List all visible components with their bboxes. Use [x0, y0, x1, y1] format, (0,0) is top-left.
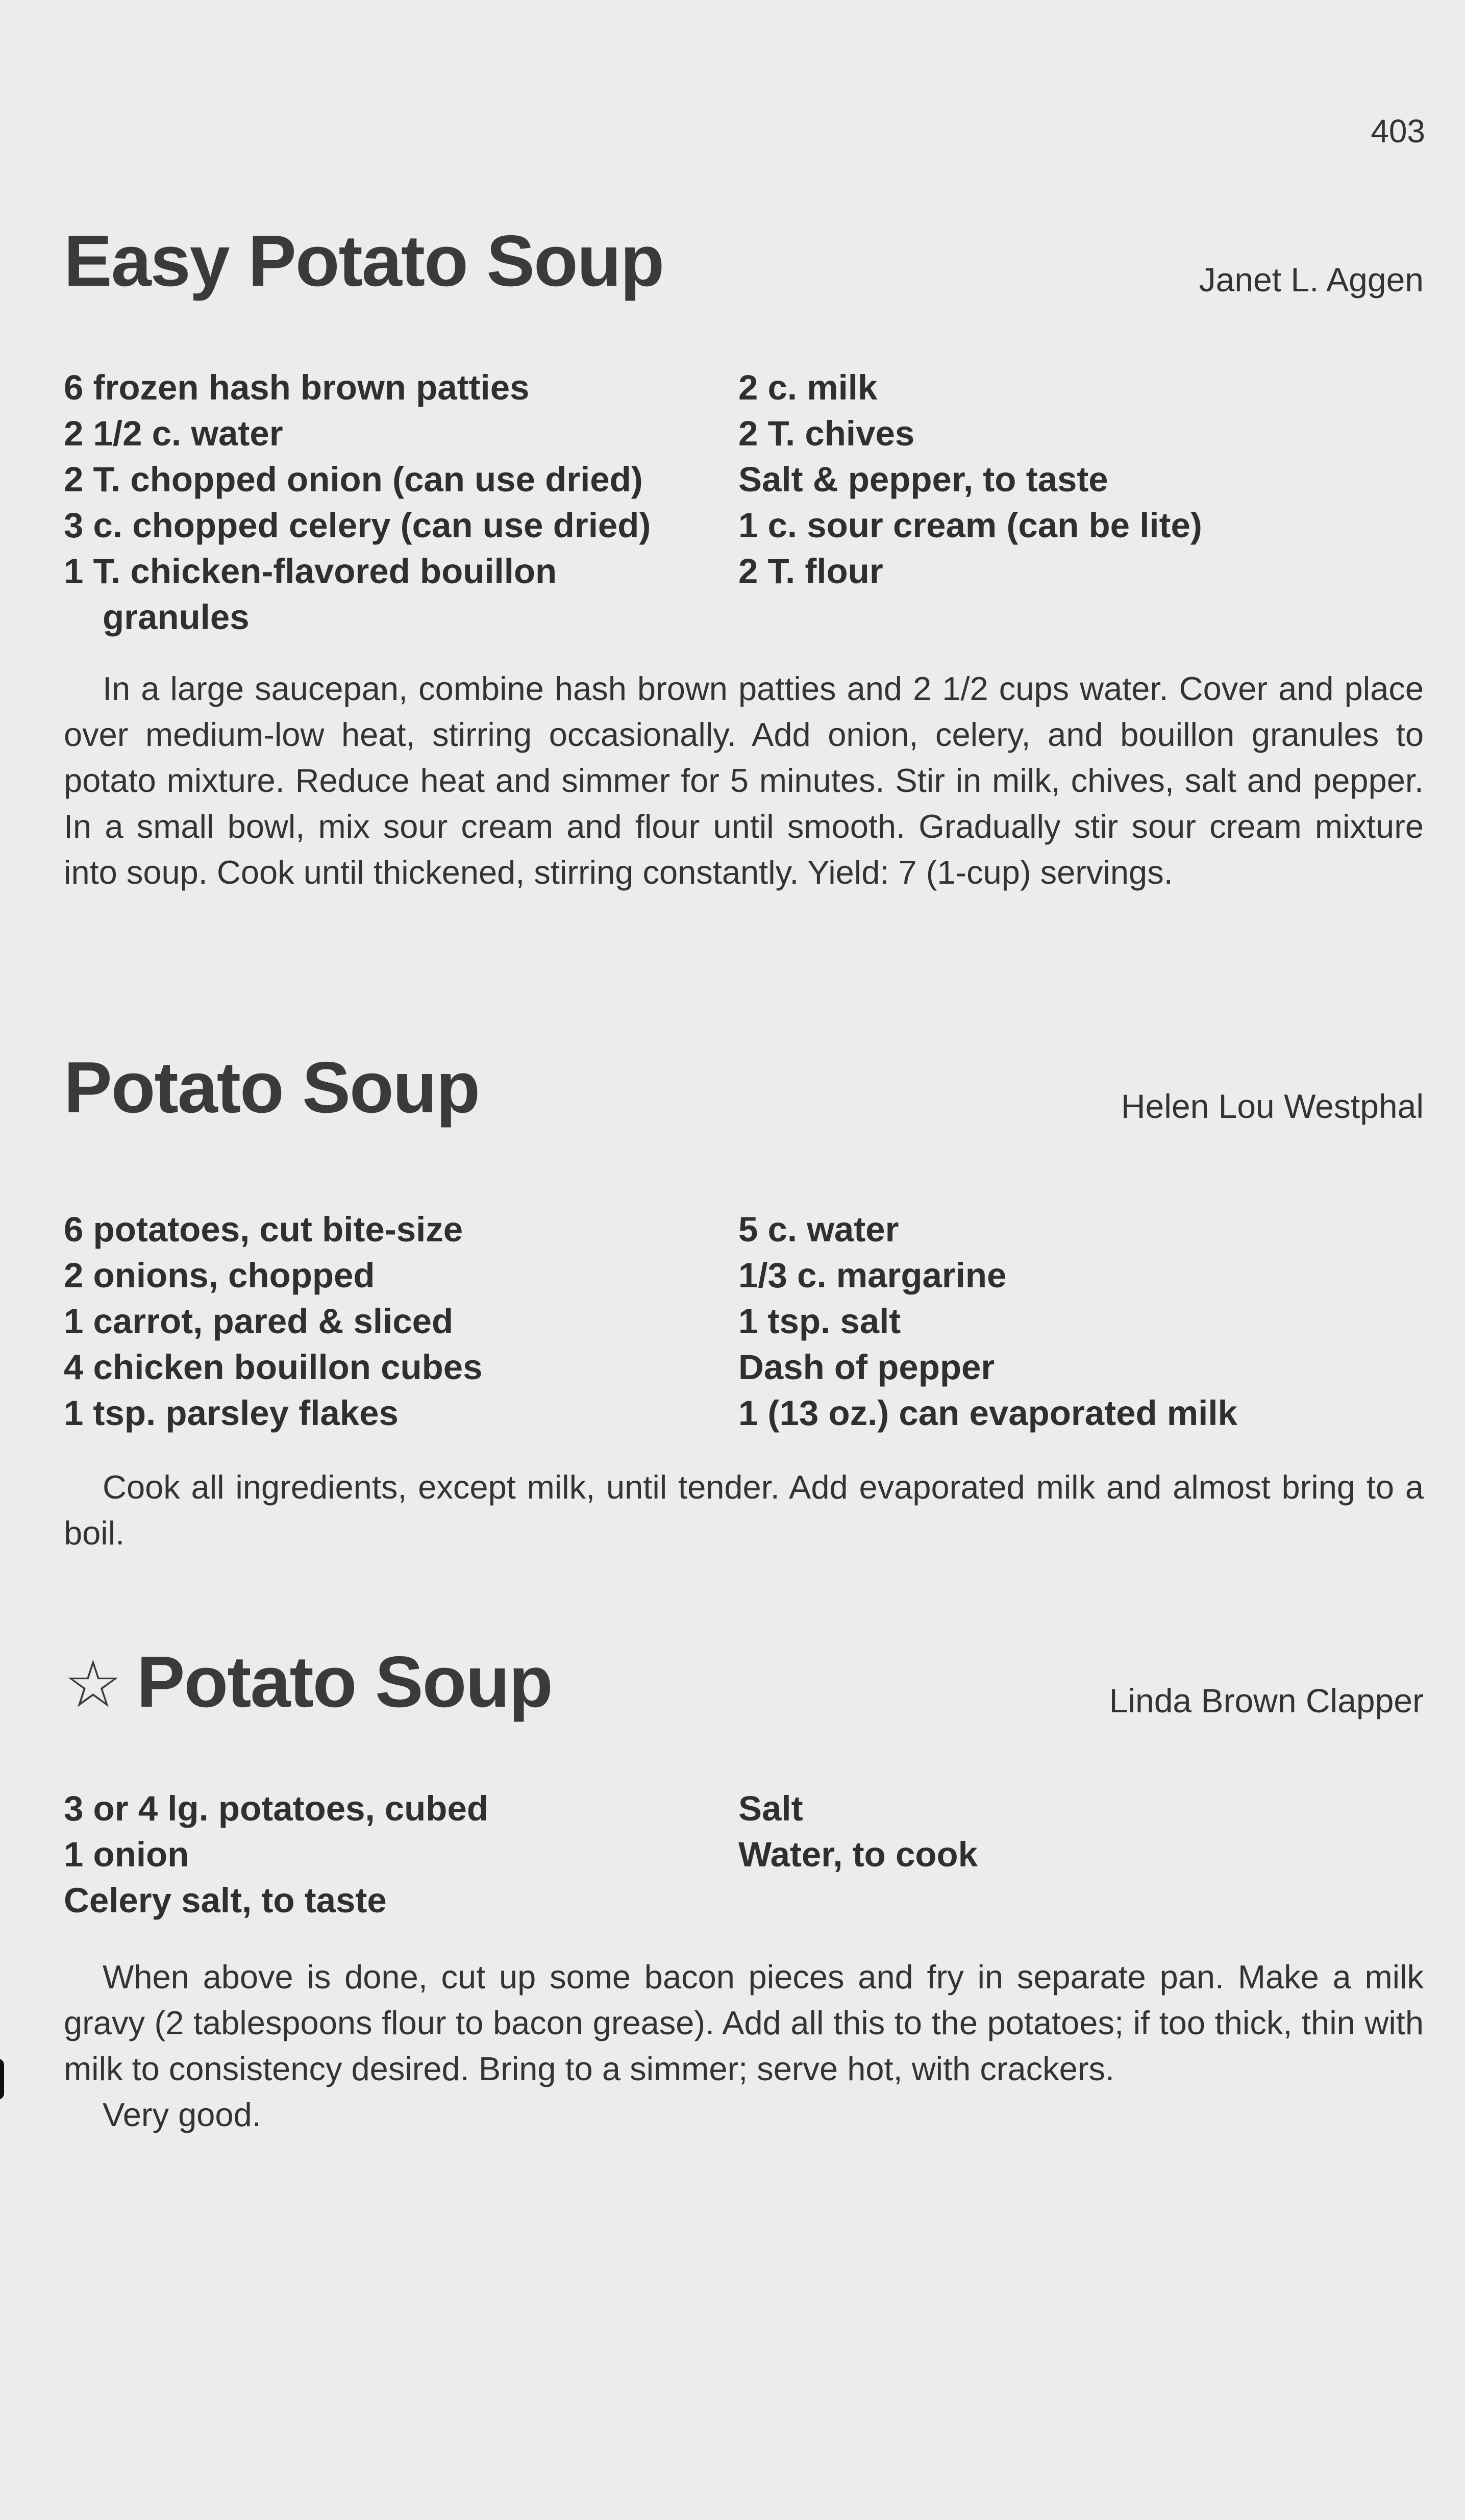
recipe-potato-soup-westphal	[64, 1046, 1424, 1556]
ingredients-right-column	[738, 1207, 1424, 1436]
ingredient-item: 1 carrot, pared & sliced	[64, 1302, 454, 1341]
recipe-title	[64, 1640, 552, 1724]
ingredient-item: 1 onion	[64, 1835, 189, 1874]
ingredient-item: Salt	[738, 1789, 803, 1828]
ingredients-list	[64, 1786, 1424, 1924]
recipe-directions	[64, 1464, 1424, 1556]
directions-paragraph: Very good.	[103, 2096, 261, 2133]
ingredient-item: 2 c. milk	[738, 368, 878, 407]
ingredient-item: 1 c. sour cream (can be lite)	[738, 506, 1202, 545]
recipe-title-text: Easy Potato Soup	[64, 220, 664, 302]
ingredients-right-column	[738, 365, 1424, 640]
ingredients-right-column	[738, 1786, 1424, 1924]
ingredient-item: 3 c. chopped celery (can use dried)	[64, 506, 651, 545]
recipe-title-text: Potato Soup	[136, 1641, 552, 1723]
recipe-header	[64, 219, 1424, 306]
ingredient-item: 3 or 4 lg. potatoes, cubed	[64, 1789, 488, 1828]
ingredient-item: 2 1/2 c. water	[64, 414, 283, 453]
ingredient-item: 6 frozen hash brown patties	[64, 368, 530, 407]
directions-paragraph: In a large saucepan, combine hash brown patties and 2 1/2 cups water. Cover and place over medium-low heat, stirring occasionally. Add onion, celery, and bouillon granules to potato mixture. Reduce heat and simmer for 5 minutes. Stir in milk, chives, salt and pepper. In a small bowl, mix sour cream and flour until smooth. Gradually stir sour cream mixture into soup. Cook until thickened, stirring constantly. Yield: 7 (1-cup) servings.	[64, 670, 1424, 891]
directions-paragraph: Cook all ingredients, except milk, until tender. Add evaporated milk and almost bring to a boil.	[64, 1468, 1424, 1552]
ingredient-item: 1/3 c. margarine	[738, 1256, 1007, 1295]
ingredient-item: Water, to cook	[738, 1835, 978, 1874]
ingredient-item: 6 potatoes, cut bite-size	[64, 1210, 463, 1249]
binding-edge-mark	[0, 2059, 4, 2100]
ingredient-item: 2 T. flour	[738, 552, 883, 591]
recipe-header	[64, 1640, 1424, 1727]
ingredient-item: 5 c. water	[738, 1210, 899, 1249]
ingredient-item: 2 T. chives	[738, 414, 915, 453]
recipe-title	[64, 1046, 479, 1130]
star-icon: ☆	[64, 1646, 121, 1723]
recipe-author: Linda Brown Clapper	[1109, 1682, 1424, 1719]
recipe-header	[64, 1046, 1424, 1133]
directions-paragraph: When above is done, cut up some bacon pieces and fry in separate pan. Make a milk gravy (2 tablespoons flour to bacon grease). Add all this to the potatoes; if too thick, thin with milk to consistency desired. Bring to a simmer; serve hot, with crackers.	[64, 1958, 1424, 2087]
recipe-title	[64, 219, 663, 303]
ingredients-list	[64, 1207, 1424, 1436]
ingredient-item: Celery salt, to taste	[64, 1881, 387, 1920]
ingredients-left-column	[64, 365, 738, 640]
ingredients-left-column	[64, 1786, 738, 1924]
recipe-author: Helen Lou Westphal	[1121, 1087, 1424, 1125]
ingredient-item: 1 T. chicken-flavored bouillon granules	[64, 552, 557, 637]
ingredient-item: 4 chicken bouillon cubes	[64, 1348, 483, 1387]
recipe-title-text: Potato Soup	[64, 1047, 480, 1128]
recipe-directions	[64, 666, 1424, 895]
recipe-author: Janet L. Aggen	[1199, 261, 1424, 298]
ingredient-item: Salt & pepper, to taste	[738, 460, 1108, 499]
ingredient-item: 1 tsp. parsley flakes	[64, 1393, 399, 1433]
ingredients-left-column	[64, 1207, 738, 1436]
ingredient-item: 2 onions, chopped	[64, 1256, 375, 1295]
ingredient-item: 2 T. chopped onion (can use dried)	[64, 460, 643, 499]
ingredient-item: 1 tsp. salt	[738, 1302, 901, 1341]
recipe-easy-potato-soup	[64, 219, 1424, 895]
ingredient-item: 1 (13 oz.) can evaporated milk	[738, 1393, 1237, 1433]
recipe-potato-soup-clapper	[64, 1640, 1424, 2138]
page-number: 403	[1371, 113, 1425, 149]
recipe-directions	[64, 1954, 1424, 2138]
ingredients-list	[64, 365, 1424, 640]
ingredient-item: Dash of pepper	[738, 1348, 995, 1387]
